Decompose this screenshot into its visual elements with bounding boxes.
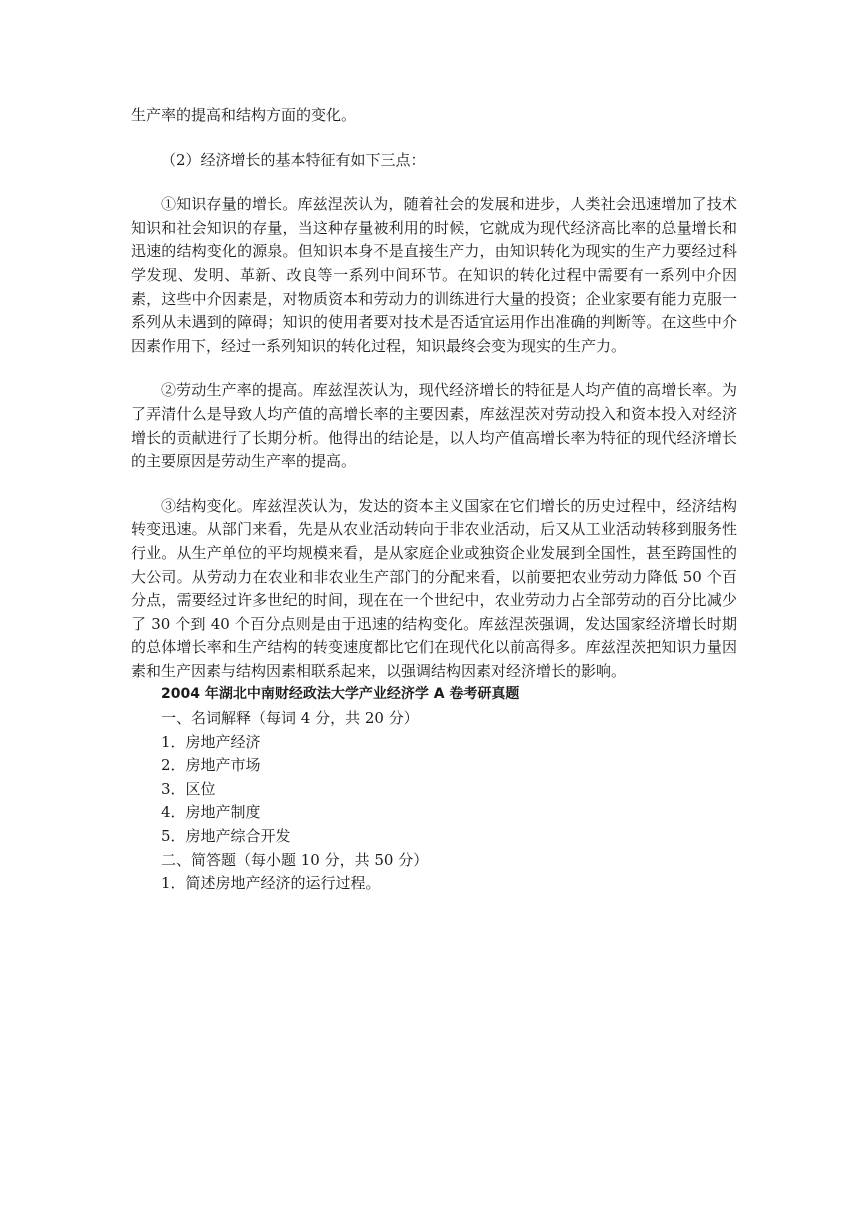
paragraph-continuation: 生产率的提高和结构方面的变化。 [131,106,357,124]
section-1-item: 4．房地产制度 [161,803,261,822]
section-2-item: 1．简述房地产经济的运行过程。 [161,874,381,893]
paragraph-features-intro: （2）经济增长的基本特征有如下三点： [161,150,426,169]
section-1-item: 5．房地产综合开发 [161,827,291,846]
section-1-title: 一、名词解释（每词 4 分，共 20 分） [161,709,419,728]
section-1-item: 3．区位 [161,779,216,798]
exam-title: 2004 年湖北中南财经政法大学产业经济学 A 卷考研真题 [161,686,520,703]
section-1-item: 2．房地产市场 [161,756,261,775]
section-1-item: 1．房地产经济 [161,732,261,751]
section-2-title: 二、简答题（每小题 10 分，共 50 分） [161,850,429,869]
paragraph-structural-change: ③结构变化。库兹涅茨认为，发达的资本主义国家在它们增长的历史过程中，经济结构转变迅速。从部门来看，先是从农业活动转向于非农业活动，后又从工业活动转移到服务性行业。从生产单位的平均规模来看，是从家庭企业或独资企业发展到全国性，甚至跨国性的大公司。从劳动力在农业和非农业生产部门的分配来看，以前要把农业劳动力降低 50 个百分点，需要经过许多世纪的时间，现在在一个世纪中，农业劳动力占全部劳动的百分比减少了 30 个到 40 个百分点则是由于迅速的结构变化。库兹涅茨强调，发达国家经济增长时期的总体增长率和生产结构的转变速度都比它们在现代化以前高得多。库兹涅茨把知识力量因素和生产因素与结构因素相联系起来，以强调结构因素对经济增长的影响。 [131,496,737,680]
paragraph-labor-productivity: ②劳动生产率的提高。库兹涅茨认为，现代经济增长的特征是人均产值的高增长率。为了弄清什么是导致人均产值的高增长率的主要因素，库兹涅茨对劳动投入和资本投入对经济增长的贡献进行了长期分析。他得出的结论是，以人均产值高增长率为特征的现代经济增长的主要原因是劳动生产率的提高。 [131,381,737,471]
document-page [131,104,737,896]
paragraph-knowledge-growth: ①知识存量的增长。库兹涅茨认为，随着社会的发展和进步，人类社会迅速增加了技术知识和社会知识的存量，当这种存量被利用的时候，它就成为现代经济高比率的总量增长和迅速的结构变化的源泉。但知识本身不是直接生产力，由知识转化为现实的生产力要经过科学发现、发明、革新、改良等一系列中间环节。在知识的转化过程中需要有一系列中介因素，这些中介因素是，对物质资本和劳动力的训练进行大量的投资；企业家要有能力克服一系列从未遇到的障碍；知识的使用者要对技术是否适宜运用作出准确的判断等。在这些中介因素作用下，经过一系列知识的转化过程，知识最终会变为现实的生产力。 [131,195,737,355]
